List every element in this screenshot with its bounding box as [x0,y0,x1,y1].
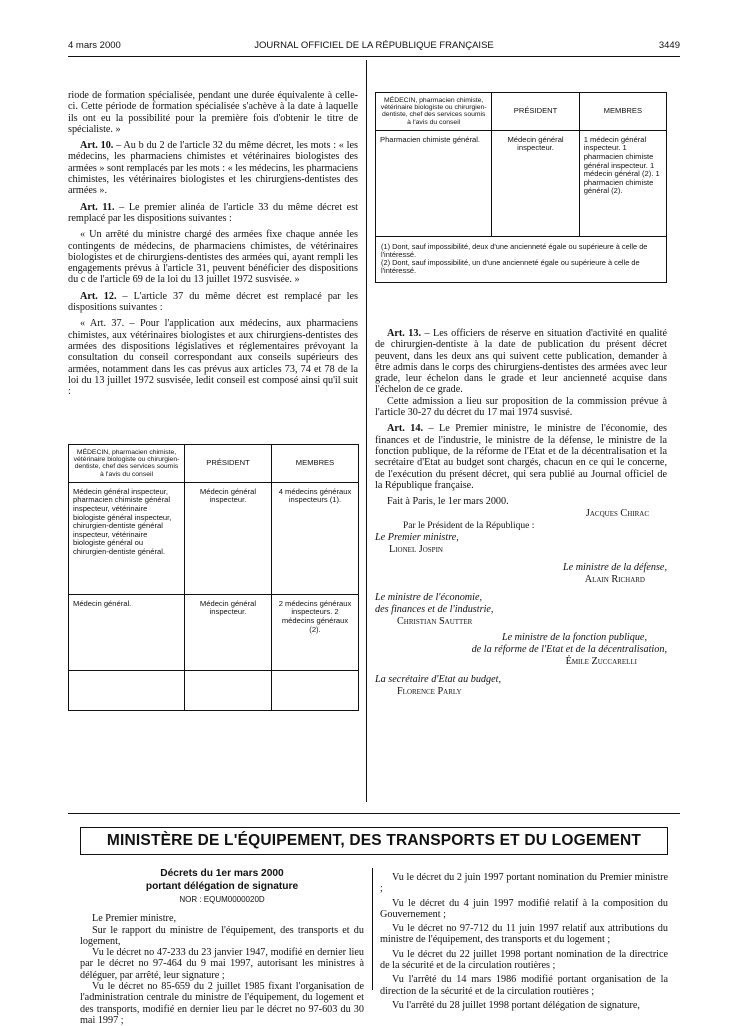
footnote-2: (2) Dont, sauf impossibilité, un d'une ancienneté égale ou supérieure à celle de l'intéressé. [381,258,640,276]
article-14-label: Art. 14. [387,423,424,435]
article-12 [68,291,358,314]
decree-title-line-2: portant délégation de signature [145,881,299,892]
article-11-quote: « Un arrêté du ministre chargé des armées fixe chaque année les contingents de médecins, de pharmaciens chimistes, de vétérinaires biologistes et de chirurgiens-dentistes des armées qui, ayant rempli les engagements prévus à l'article 31, peuvent bénéficier des dispositions du c de l'article 69 de la loi du 13 juillet 1972 susvisée. » [68,229,358,286]
table-row [376,130,667,236]
pm-title: Le Premier ministre, [375,532,459,544]
column-separator-bottom [372,868,373,990]
table-cell: 2 médecins généraux inspecteurs. 2 médecins généraux (2). [272,594,359,670]
council-table-left [68,444,359,711]
table-header-chef: MÉDECIN, pharmacien chimiste, vétérinaire biologiste ou chirurgien-dentiste, chef des services soumis à l'avis du conseil [376,93,492,131]
par-le-president: Par le Président de la République : [403,521,535,532]
table-header-president: PRÉSIDENT [492,93,579,131]
article-10 [68,140,358,196]
article-13-paragraph-2: Cette admission a lieu sur proposition de la commission prévue à l'article 30-27 du décret du 17 mai 1974 susvisé. [375,395,667,419]
table-cell: Médecin général inspecteur, pharmacien chimiste général inspecteur, vétérinaire biologiste général inspecteur, chirurgien-dentiste général inspecteur, vétérinaire biologiste général ou chirurgien-dentiste général. [69,482,185,594]
paragraph: Vu le décret du 4 juin 1997 modifié relatif à la composition du Gouvernement ; [380,897,668,920]
fonction-publique-title-2: de la réforme de l'Etat et de la décentralisation, [471,644,667,656]
paragraph: Le Premier ministre, [92,913,177,925]
paragraph: Vu le décret no 97-712 du 11 juin 1997 relatif aux attributions du ministre de l'équipement, des transports et du logement ; [380,923,668,946]
article-10-label: Art. 10. [80,140,114,152]
budget-title: La secrétaire d'Etat au budget, [375,674,502,686]
table-header-president: PRÉSIDENT [185,445,272,483]
ministry-heading: MINISTÈRE DE L'ÉQUIPEMENT, DES TRANSPORTS ET DU LOGEMENT [80,827,668,855]
header-date: 4 mars 2000 [68,40,121,51]
table-cell: Médecin général inspecteur. [492,130,579,236]
table-header-row [69,445,359,483]
economy-name: Christian Sautter [397,616,473,628]
paragraph: Vu le décret du 2 juin 1997 portant nomination du Premier ministre ; [380,872,668,895]
article-13-text: – Les officiers de réserve en situation d'activité en qualité de chirurgien-dentiste à la date de publication du présent décret peuvent, dans les deux ans qui suivent cette publication, demander à être admis dans le corps des chirurgiens-dentistes des armées avec leur grade, leur échelon dans le grade et leur ancienneté acquise dans l'échelon de ce grade. [375,328,667,396]
decree-title-line-1: Décrets du 1er mars 2000 [160,868,284,879]
table-header-membres: MEMBRES [272,445,359,483]
table-cell: 1 médecin général inspecteur. 1 pharmacien chimiste général inspecteur. 1 médecin général (2). 1 pharmacien chimiste général (2). [579,130,666,236]
article-37-quote: « Art. 37. – Pour l'application aux médecins, aux pharmaciens chimistes, aux vétérinaires biologistes et aux chirurgiens-dentistes des armées des dispositions législatives et réglementaires prévoyant la consultation du conseil correspondant aux conseils supérieurs des armées, notamment dans les cas prévus aux articles 73, 74 et 78 de la loi du 13 juillet 1972 susvisée, ledit conseil est composé ainsi qu'il suit : [68,318,358,398]
fonction-publique-title-1: Le ministre de la fonction publique, [501,632,647,644]
bottom-left-column [80,868,364,1026]
article-14 [375,423,667,491]
article-10-text: – Au b du 2 de l'article 32 du même décret, les mots : « les médecins, les pharmaciens chimistes et vétérinaires biologistes des armées » sont remplacés par les mots : « les médecins, les pharmaciens chimistes, les vétérinaires biologistes et les chirurgiens-dentistes des armées ». [68,140,358,197]
article-14-text: – Le Premier ministre, le ministre de l'économie, des finances et de l'industrie, le ministre de la défense, le ministre de la fonction publique, de la réforme de l'Etat et de la décentralisation et la secrétaire d'Etat au budget sont chargés, chacun en ce qui le concerne, de l'exécution du présent décret, qui sera publié au Journal officiel de la République française. [375,423,667,491]
table-cell: Médecin général. [69,594,185,670]
pm-name: Lionel Jospin [389,544,443,556]
paragraph: Vu l'arrêté du 28 juillet 1998 portant délégation de signature, [392,999,640,1011]
paragraph-continuation: riode de formation spécialisée, pendant une durée équivalente à celle-ci. Cette période de formation spécialisée s'achève à la date à laquelle ils ont eu la possibilité pour la première fois d'obtenir le titre de spécialiste. » [68,90,358,135]
signatures [375,496,667,698]
paragraph: Vu le décret du 22 juillet 1998 portant nomination de la directrice de la sécurité et de la circulation routières ; [380,948,668,972]
budget-name: Florence Parly [397,686,462,698]
table-header-chef: MÉDECIN, pharmacien chimiste, vétérinaire biologiste ou chirurgien-dentiste, chef des services soumis à l'avis du conseil [69,445,185,483]
right-column [375,328,667,698]
economy-title-1: Le ministre de l'économie, [375,592,483,604]
table-row [69,482,359,594]
nor-reference: NOR : EQUM0000020D [179,895,265,904]
header-page-number: 3449 [658,40,680,51]
running-header [68,40,680,54]
header-rule [68,56,680,57]
footnote-1: (1) Dont, sauf impossibilité, deux d'une ancienneté égale ou supérieure à celle de l'intéressé. [381,241,648,260]
section-rule [68,813,680,814]
bottom-right-column [380,872,668,1014]
header-journal-title: JOURNAL OFFICIEL DE LA RÉPUBLIQUE FRANÇAISE [254,40,494,51]
article-12-text: – L'article 37 du même décret est remplacé par les dispositions suivantes : [68,290,358,314]
table-cell: 4 médecins généraux inspecteurs (1). [272,482,359,594]
table-row [69,594,359,670]
left-column [68,90,358,402]
fonction-publique-name: Émile Zuccarelli [565,656,637,668]
council-table-right [375,92,667,283]
article-12-label: Art. 12. [80,290,117,302]
table-cell [272,670,359,710]
economy-title-2: des finances et de l'industrie, [375,604,494,616]
table-footnotes [375,237,667,283]
column-separator [366,60,367,802]
article-11-label: Art. 11. [80,201,115,213]
paragraph: Vu le décret no 85-659 du 2 juillet 1985 fixant l'organisation de l'administration centrale du ministre de l'équipement, du logement et des transports, modifié en dernier lieu par le décret no 97-603 du 30 mai 1997 ; [80,981,364,1026]
table-cell: Pharmacien chimiste général. [376,130,492,236]
table-header-row [376,93,667,131]
fait-a-paris: Fait à Paris, le 1er mars 2000. [387,496,509,508]
table-cell: Médecin général inspecteur. [185,482,272,594]
article-11 [68,202,358,225]
defense-name: Alain Richard [584,574,645,586]
paragraph: Vu le décret no 47-233 du 23 janvier 1947, modifié en dernier lieu par le décret no 97-464 du 9 mai 1997, autorisant les ministres à déléguer, par arrêté, leur signature ; [80,947,364,981]
table-cell [69,670,185,710]
signature-president: Jacques Chirac [585,508,649,520]
paragraph: Sur le rapport du ministre de l'équipement, des transports et du logement, [80,924,364,947]
table-header-membres: MEMBRES [579,93,666,131]
defense-title: Le ministre de la défense, [562,562,667,574]
table-row [69,670,359,710]
article-13 [375,328,667,396]
article-11-text: – Le premier alinéa de l'article 33 du même décret est remplacé par les dispositions suivantes : [68,201,358,224]
paragraph: Vu l'arrêté du 14 mars 1986 modifié portant organisation de la direction de la sécurité et de la circulation routières ; [380,974,668,997]
article-13-label: Art. 13. [387,328,421,339]
table-cell [185,670,272,710]
table-cell: Médecin général inspecteur. [185,594,272,670]
